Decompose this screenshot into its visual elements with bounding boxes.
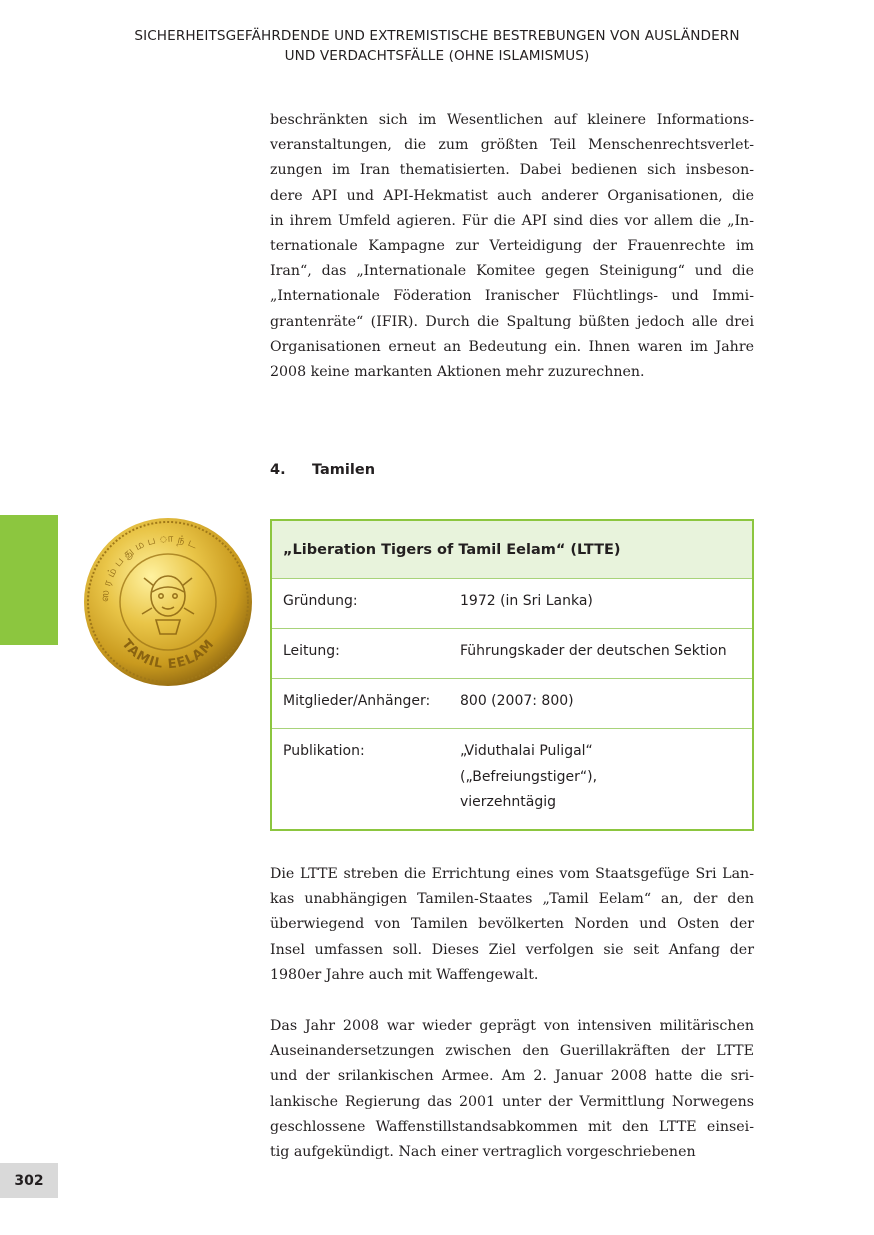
info-row bbox=[272, 679, 752, 729]
text-line: 2008 keine markanten Aktionen mehr zuzurechnen. bbox=[270, 364, 645, 381]
info-row-value bbox=[460, 739, 597, 816]
text-line: Das Jahr 2008 war wieder geprägt von intensiven militärischen bbox=[270, 1018, 754, 1034]
text-line: und der srilankischen Armee. Am 2. Januar 2008 hatte die sri- bbox=[270, 1068, 754, 1085]
text-line: veranstaltungen, die zum größten Teil Menschenrechtsverlet- bbox=[270, 137, 754, 154]
text-line: beschränkten sich im Wesentlichen auf kleinere Informations- bbox=[270, 112, 754, 128]
info-box-title: „Liberation Tigers of Tamil Eelam“ (LTTE) bbox=[272, 521, 752, 579]
text-line: „Internationale Föderation Iranischer Flüchtlings- und Immi- bbox=[270, 288, 754, 305]
info-row-label: Mitglieder/Anhänger: bbox=[283, 693, 431, 709]
running-head-line-1: SICHERHEITSGEFÄHRDENDE UND EXTREMISTISCHE BESTREBUNGEN VON AUSLÄNDERN bbox=[134, 28, 740, 44]
info-row-label: Publikation: bbox=[283, 743, 365, 759]
info-row bbox=[272, 579, 752, 629]
running-head-line-2: UND VERDACHTSFÄLLE (OHNE ISLAMISMUS) bbox=[284, 48, 590, 64]
paragraph-3 bbox=[270, 1014, 754, 1165]
text-line: ternationale Kampagne zur Verteidigung der Frauenrechte im bbox=[270, 238, 754, 255]
info-row-value-line: („Befreiungstiger“), bbox=[460, 768, 598, 785]
info-row-value-line: Führungskader der deutschen Sektion bbox=[460, 643, 727, 659]
text-line: zungen im Iran thematisierten. Dabei bedienen sich insbeson- bbox=[270, 162, 754, 179]
ltte-gold-coin-icon bbox=[82, 516, 254, 688]
text-line: kas unabhängigen Tamilen-Staates „Tamil Eelam“ an, der den bbox=[270, 891, 754, 908]
svg-text:TAMIL EELAM: TAMIL EELAM bbox=[118, 636, 218, 673]
paragraph-1 bbox=[270, 108, 754, 385]
info-row-value-line: vierzehntägig bbox=[460, 794, 556, 810]
page-number: 302 bbox=[0, 1163, 58, 1198]
section-number: 4. bbox=[270, 462, 286, 478]
text-line: Iran“, das „Internationale Komitee gegen Steinigung“ und die bbox=[270, 263, 754, 280]
text-line: überwiegend von Tamilen bevölkerten Norden und Osten der bbox=[270, 916, 754, 933]
text-line: Insel umfassen soll. Dieses Ziel verfolgen sie seit Anfang der bbox=[270, 941, 754, 958]
info-row-value bbox=[460, 589, 593, 615]
text-line: 1980er Jahre auch mit Waffengewalt. bbox=[270, 966, 539, 983]
section-title: Tamilen bbox=[312, 462, 376, 478]
text-line: grantenräte“ (IFIR). Durch die Spaltung büßten jedoch alle drei bbox=[270, 313, 754, 330]
info-row-value bbox=[460, 639, 727, 665]
info-row-value-line: 800 (2007: 800) bbox=[460, 693, 574, 709]
text-line: tig aufgekündigt. Nach einer vertraglich vorgeschriebenen bbox=[270, 1144, 696, 1161]
info-row bbox=[272, 729, 752, 829]
info-row-label: Gründung: bbox=[283, 593, 358, 609]
text-line: in ihrem Umfeld agieren. Für die API sind dies vor allem die „In- bbox=[270, 212, 754, 229]
info-row-label: Leitung: bbox=[283, 643, 340, 659]
section-heading bbox=[270, 462, 375, 478]
info-row bbox=[272, 629, 752, 679]
info-row-value-line: 1972 (in Sri Lanka) bbox=[460, 593, 593, 609]
running-head bbox=[80, 26, 794, 66]
organization-info-box bbox=[270, 519, 754, 831]
paragraph-2 bbox=[270, 862, 754, 988]
text-line: Auseinandersetzungen zwischen den Guerillakräften der LTTE bbox=[270, 1043, 754, 1060]
info-row-value-line: „Viduthalai Puligal“ bbox=[460, 743, 593, 759]
chapter-tab-marker bbox=[0, 515, 58, 645]
text-line: dere API und API-Hekmatist auch anderer Organisationen, die bbox=[270, 187, 754, 204]
svg-text:ஸ ர ம் ப து ம ப ா ந் ட: ஸ ர ம் ப து ம ப ா ந் ட bbox=[97, 531, 200, 603]
text-line: Die LTTE streben die Errichtung eines vom Staatsgefüge Sri Lan- bbox=[270, 866, 754, 882]
info-row-value bbox=[460, 689, 574, 715]
text-line: Organisationen erneut an Bedeutung ein. Ihnen waren im Jahre bbox=[270, 338, 754, 355]
text-line: geschlossene Waffenstillstandsabkommen mit den LTTE einsei- bbox=[270, 1118, 754, 1135]
text-line: lankische Regierung das 2001 unter der Vermittlung Norwegens bbox=[270, 1093, 754, 1110]
